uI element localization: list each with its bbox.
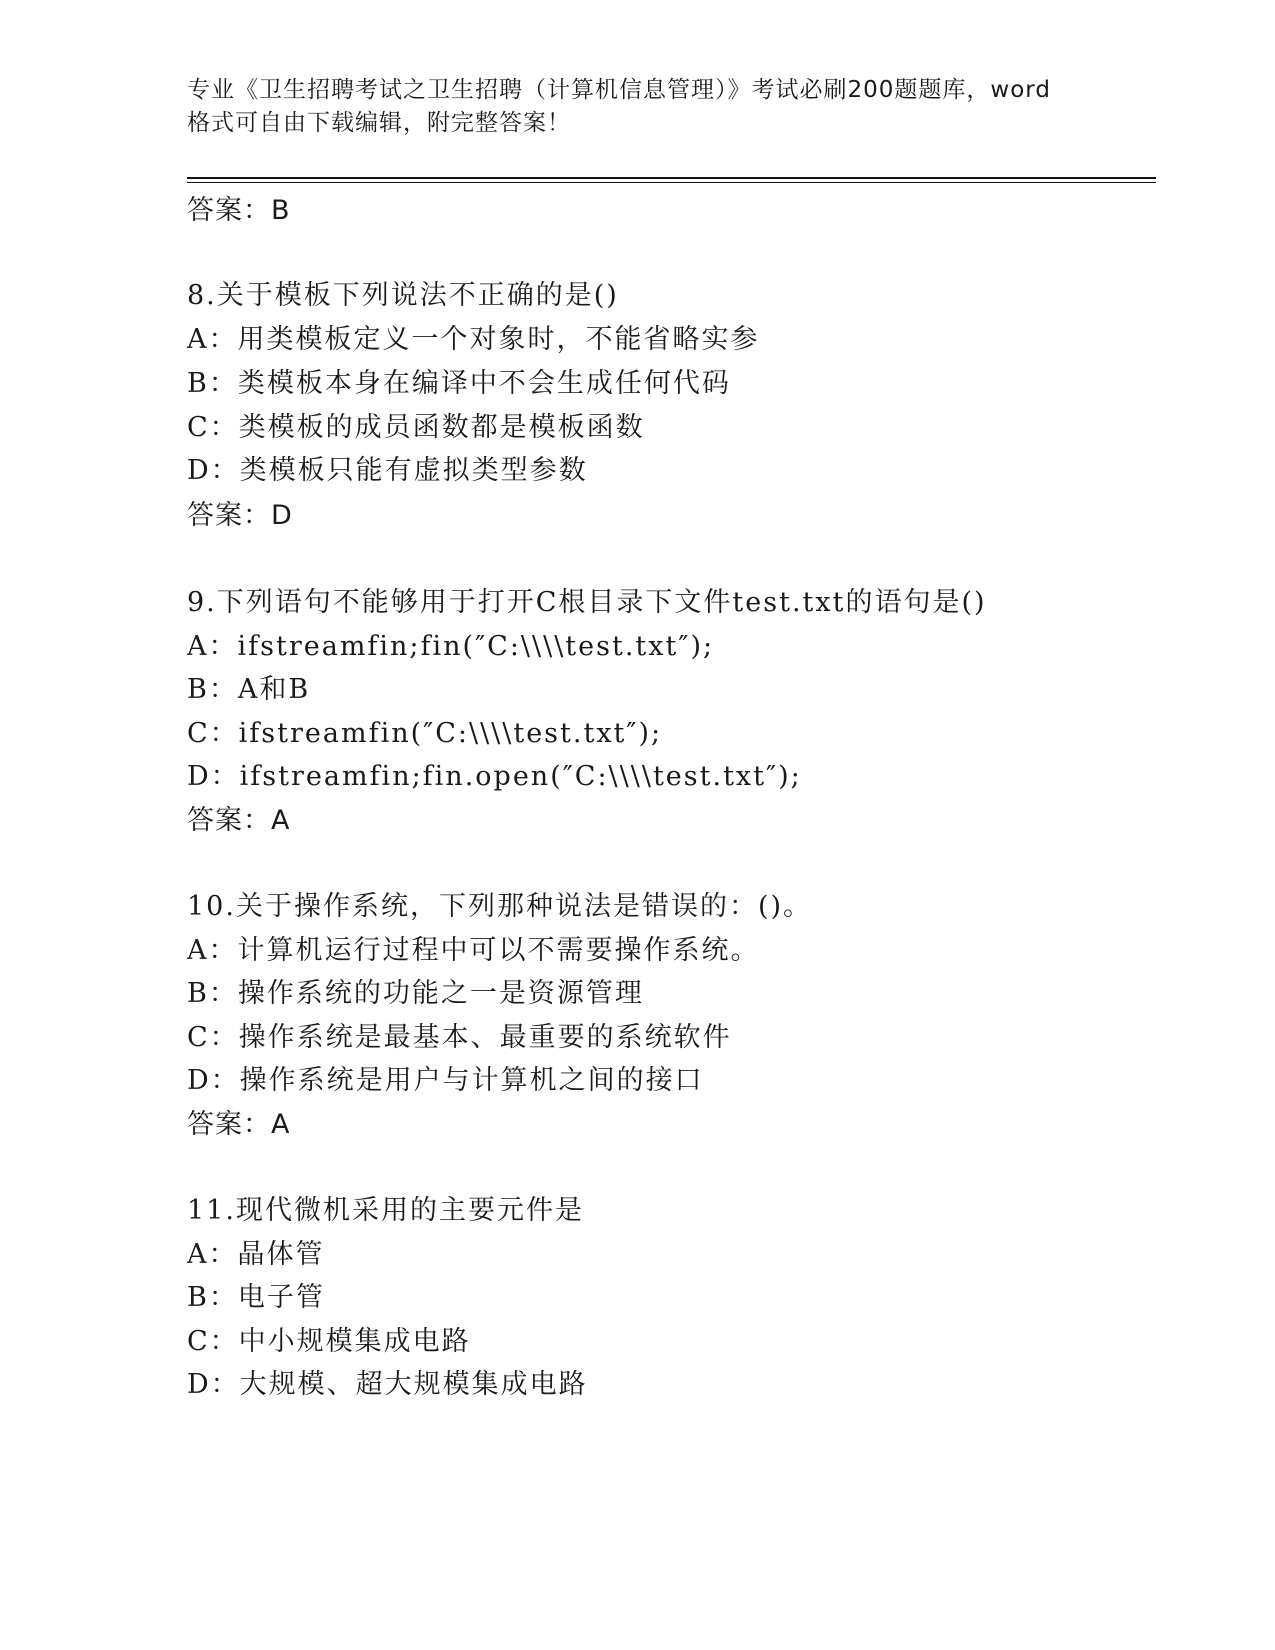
- header-divider-thick: [187, 177, 1156, 179]
- option-a-q8: A：用类模板定义一个对象时，不能省略实参: [187, 324, 760, 355]
- header-line-2: 格式可自由下载编辑，附完整答案！: [187, 110, 571, 136]
- option-c-q8: C：类模板的成员函数都是模板函数: [187, 412, 645, 443]
- option-d-q11: D：大规模、超大规模集成电路: [187, 1369, 588, 1400]
- option-c-q9: C：ifstreamfin(″C:\\\\test.txt″);: [187, 718, 663, 749]
- option-d-q8: D：类模板只能有虚拟类型参数: [187, 455, 588, 486]
- document-header: [187, 74, 1087, 140]
- answer-line-q7: 答案：B: [187, 195, 291, 226]
- question-stem-10: 10.关于操作系统，下列那种说法是错误的：()。: [187, 891, 813, 922]
- option-c-q10: C：操作系统是最基本、最重要的系统软件: [187, 1022, 732, 1053]
- option-a-q9: A：ifstreamfin;fin(″C:\\\\test.txt″);: [187, 631, 715, 662]
- question-stem-9: 9.下列语句不能够用于打开C根目录下文件test.txt的语句是(): [187, 587, 987, 618]
- header-divider-thin: [187, 182, 1156, 183]
- option-a-q11: A：晶体管: [187, 1239, 325, 1270]
- option-d-q10: D：操作系统是用户与计算机之间的接口: [187, 1065, 704, 1096]
- option-c-q11: C：中小规模集成电路: [187, 1326, 471, 1357]
- option-d-q9: D：ifstreamfin;fin.open(″C:\\\\test.txt″);: [187, 761, 802, 792]
- question-stem-11: 11.现代微机采用的主要元件是: [187, 1195, 584, 1226]
- option-b-q8: B：类模板本身在编译中不会生成任何代码: [187, 368, 731, 399]
- option-a-q10: A：计算机运行过程中可以不需要操作系统。: [187, 935, 760, 966]
- option-b-q11: B：电子管: [187, 1282, 325, 1313]
- question-stem-8: 8.关于模板下列说法不正确的是(): [187, 280, 619, 311]
- option-b-q9: B：A和B: [187, 674, 311, 705]
- answer-line-q10: 答案：A: [187, 1109, 291, 1140]
- header-line-1: 专业《卫生招聘考试之卫生招聘（计算机信息管理）》考试必刷200题题库，word: [187, 77, 1051, 103]
- option-b-q10: B：操作系统的功能之一是资源管理: [187, 978, 644, 1009]
- answer-line-q8: 答案：D: [187, 500, 293, 531]
- answer-line-q9: 答案：A: [187, 805, 291, 836]
